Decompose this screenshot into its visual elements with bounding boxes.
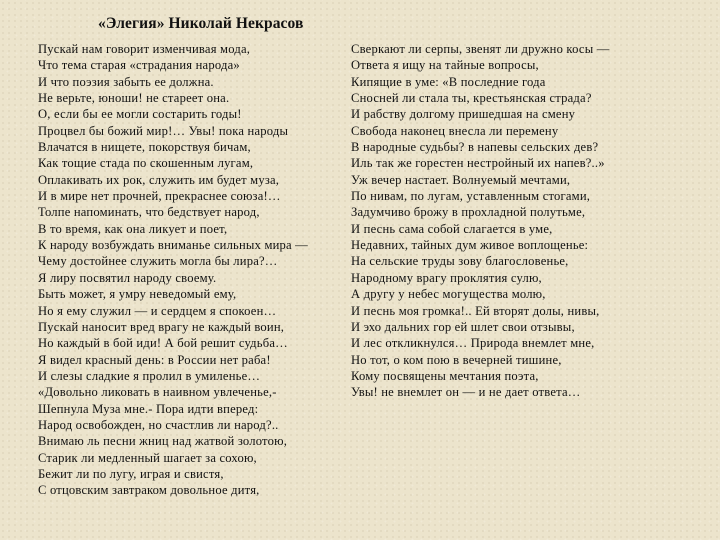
- poem-line: Процвел бы божий мир!… Увы! пока народы: [38, 123, 289, 138]
- poem-line: На сельские труды зову благословенье,: [351, 254, 569, 269]
- poem-line: Сносней ли стала ты, крестьянская страда?: [351, 91, 592, 106]
- poem-line: Кипящие в уме: «В последние года: [351, 74, 546, 89]
- poem-line: Быть может, я умру неведомый ему,: [38, 287, 237, 302]
- poem-line: Не верьте, юноши! не стареет она.: [38, 91, 230, 106]
- poem-line: Свобода наконец внесла ли перемену: [351, 123, 559, 138]
- poem-line: И рабству долгому пришедшая на смену: [351, 107, 576, 122]
- poem-line: Бежит ли по лугу, играя и свистя,: [38, 466, 224, 481]
- poem-line: По нивам, по лугам, уставленным стогами,: [351, 189, 591, 204]
- poem-line: К народу возбуждать вниманье сильных мира —: [38, 238, 308, 253]
- poem-line: И что поэзия забыть ее должна.: [38, 74, 214, 89]
- poem-line: С отцовским завтраком довольное дитя,: [38, 483, 260, 498]
- poem-line: И песнь моя громка!.. Ей вторят долы, нивы,: [351, 303, 600, 318]
- poem-line: Иль так же горестен нестройный их напев?..»: [351, 156, 605, 171]
- poem-line: В то время, как она ликует и поет,: [38, 221, 228, 236]
- poem-line: Шепнула Муза мне.- Пора идти вперед:: [38, 401, 259, 416]
- poem-column-left: [38, 41, 308, 499]
- poem-line: Влачатся в нищете, покорствуя бичам,: [38, 140, 251, 155]
- poem-line: Уж вечер настает. Волнуемый мечтами,: [351, 172, 571, 187]
- poem-line: Внимаю ль песни жниц над жатвой золотою,: [38, 434, 288, 449]
- poem-line: Что тема старая «страдания народа»: [38, 58, 240, 73]
- poem-line: Старик ли медленный шагает за сохою,: [38, 450, 257, 465]
- poem-line: «Довольно ликовать в наивном увлеченье,-: [38, 385, 277, 400]
- poem-line: И лес откликнулся… Природа внемлет мне,: [351, 336, 595, 351]
- poem-line: Но тот, о ком пою в вечерней тишине,: [351, 352, 562, 367]
- poem-column-right: [351, 41, 610, 401]
- poem-line: А другу у небес могущества молю,: [351, 287, 546, 302]
- poem-line: Я лиру посвятил народу своему.: [38, 270, 217, 285]
- poem-line: Сверкают ли серпы, звенят ли дружно косы —: [351, 42, 610, 56]
- poem-line: Пускай нам говорит изменчивая мода,: [38, 42, 251, 56]
- poem-line: Недавних, тайных дум живое воплощенье:: [351, 238, 589, 253]
- poem-line: Народному врагу проклятия сулю,: [351, 270, 542, 285]
- poem-line: О, если бы ее могли состарить годы!: [38, 107, 242, 122]
- poem-line: И в мире нет прочней, прекраснее союза!…: [38, 189, 281, 204]
- poem-line: Но каждый в бой иди! А бой решит судьба…: [38, 336, 288, 351]
- poem-line: Пускай наносит вред врагу не каждый воин,: [38, 319, 285, 334]
- poem-line: Увы! не внемлет он — и не дает ответа…: [351, 385, 581, 400]
- poem-line: Задумчиво брожу в прохладной полутьме,: [351, 205, 586, 220]
- poem-line: Ответа я ищу на тайные вопросы,: [351, 58, 539, 73]
- poem-line: И слезы сладкие я пролил в умиленье…: [38, 368, 261, 383]
- poem-line: В народные судьбы? в напевы сельских дев?: [351, 140, 599, 155]
- poem-line: И эхо дальних гор ей шлет свои отзывы,: [351, 319, 575, 334]
- poem-line: Но я ему служил — и сердцем я спокоен…: [38, 303, 277, 318]
- poem-line: Я видел красный день: в России нет раба!: [38, 352, 271, 367]
- poem-line: Чему достойнее служить могла бы лира?…: [38, 254, 278, 269]
- poem-line: Оплакивать их рок, служить им будет муза,: [38, 172, 280, 187]
- poem-line: Кому посвящены мечтания поэта,: [351, 368, 539, 383]
- poem-line: Толпе напоминать, что бедствует народ,: [38, 205, 260, 220]
- poem-line: И песнь сама собой слагается в уме,: [351, 221, 553, 236]
- poem-title: «Элегия» Николай Некрасов: [98, 15, 304, 32]
- poem-line: Как тощие стада по скошенным лугам,: [38, 156, 254, 171]
- poem-line: Народ освобожден, но счастлив ли народ?..: [38, 417, 279, 432]
